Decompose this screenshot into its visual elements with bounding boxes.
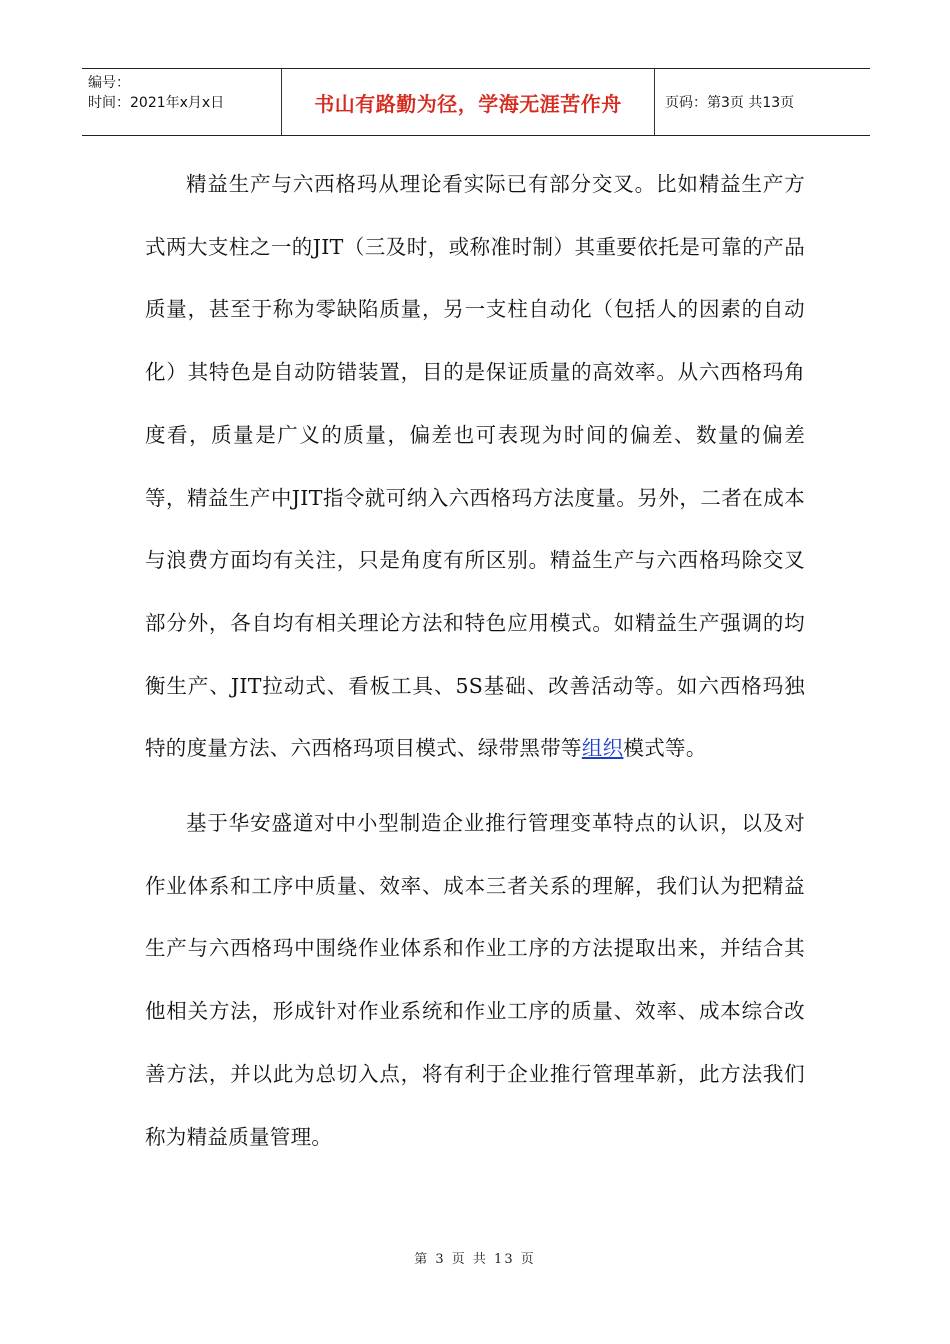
serial-label: 编号： <box>88 75 130 91</box>
header-meta <box>82 69 282 135</box>
page-header <box>82 68 870 136</box>
header-page-info: 页码：第3页 共13页 <box>665 95 795 111</box>
document-body <box>145 153 805 1168</box>
date-label: 时间：2021年x月x日 <box>88 95 225 111</box>
paragraph-1-text: 精益生产与六西格玛从理论看实际已有部分交叉。比如精益生产方式两大支柱之一的JIT（三及时，或称准时制）其重要依托是可靠的产品质量，甚至于称为零缺陷质量，另一支柱自动化（包括人的因素的自动化）其特色是自动防错装置，目的是保证质量的高效率。从六西格玛角度看，质量是广义的质量，偏差也可表现为时间的偏差、数量的偏差等，精益生产中JIT指令就可纳入六西格玛方法度量。另外，二者在成本与浪费方面均有关注，只是角度有所区别。精益生产与六西格玛除交叉部分外，各自均有相关理论方法和特色应用模式。如精益生产强调的均衡生产、JIT拉动式、看板工具、5S基础、改善活动等。如六西格玛独特的度量方法、六西格玛项目模式、绿带黑带等 <box>145 172 805 761</box>
paragraph-1-tail: 模式等。 <box>623 736 707 761</box>
paragraph-1 <box>145 153 805 780</box>
page-footer: 第 3 页 共 13 页 <box>414 1252 536 1267</box>
organization-link[interactable]: 组织 <box>581 736 624 761</box>
header-motto: 书山有路勤为径，学海无涯苦作舟 <box>282 69 655 135</box>
paragraph-2: 基于华安盛道对中小型制造企业推行管理变革特点的认识，以及对作业体系和工序中质量、效率、成本三者关系的理解，我们认为把精益生产与六西格玛中围绕作业体系和作业工序的方法提取出来，并结合其他相关方法，形成针对作业系统和作业工序的质量、效率、成本综合改善方法，并以此为总切入点，将有利于企业推行管理革新，此方法我们称为精益质量管理。 <box>145 811 805 1149</box>
